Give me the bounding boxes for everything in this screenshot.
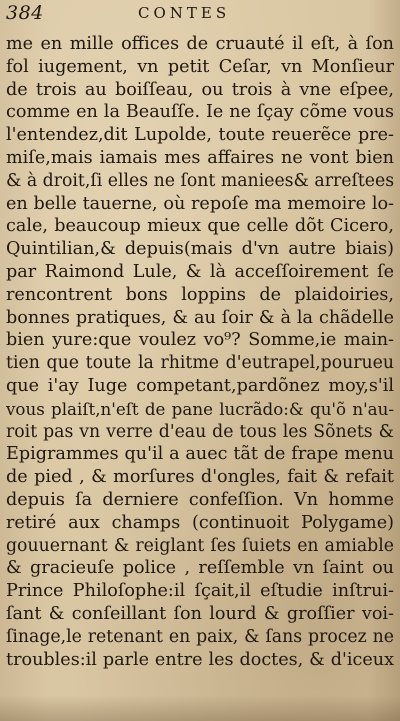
text-line: tien que toute la rhitme d'eutrapel,pourueu bbox=[6, 353, 394, 374]
page-number: 384 bbox=[6, 2, 44, 24]
text-line: cale, beaucoup mieux que celle dõt Cicero, bbox=[6, 216, 394, 237]
text-line: & à droit,ſi elles ne ſont maniees& arreſtees bbox=[6, 170, 395, 191]
text-line: ſant & conſeillant ſon lourd & groſſier voi- bbox=[6, 603, 394, 624]
text-line: troubles:il parle entre les doctes, & d'iceux bbox=[6, 649, 394, 670]
text-line: par Raimond Lule, & là acceſſoirement ſe bbox=[6, 261, 394, 282]
text-line: roit pas vn verre d'eau de tous les Sõnets & bbox=[6, 421, 394, 442]
text-line: de trois au boiſſeau, ou trois à vne eſpee, bbox=[6, 79, 394, 100]
text-line: retiré aux champs (continuoit Polygame) bbox=[6, 512, 394, 533]
text-line: en belle tauerne, où repoſe ma memoire lo- bbox=[6, 193, 394, 214]
text-line: & gracieuſe police , reſſemble vn ſaint ou bbox=[6, 558, 394, 579]
text-line: de pied , & morſures d'ongles, fait & refait bbox=[6, 467, 394, 488]
text-line: rencontrent bons loppins de plaidoiries, bbox=[6, 284, 394, 305]
text-line: me en mille offices de cruauté il eſt, à ſon bbox=[6, 34, 394, 54]
body-text bbox=[6, 33, 394, 671]
text-line: miſe,mais iamais mes affaires ne vont bien bbox=[6, 147, 394, 168]
running-title: CONTES bbox=[138, 4, 231, 22]
text-line: vous plaiſt,n'eſt de pane lucrãdo:& qu'õ n'au- bbox=[6, 398, 394, 419]
text-line: gouuernant & reiglant ſes ſuiets en amiable bbox=[6, 535, 394, 556]
text-line: fol iugement, vn petit Ceſar, vn Monſieur bbox=[6, 56, 394, 77]
text-line: depuis ſa derniere confeſſion. Vn homme bbox=[6, 489, 394, 510]
page-edge-shadow bbox=[0, 695, 400, 721]
text-line: bien yure:que voulez vo⁹? Somme,ie main- bbox=[6, 330, 394, 351]
text-line: Quintilian,& depuis(mais d'vn autre biais) bbox=[6, 239, 394, 260]
text-line: que i'ay Iuge competant,pardõnez moy,s'il bbox=[6, 375, 394, 396]
text-line: ſinage,le retenant en paix, & ſans procez ne bbox=[6, 626, 394, 647]
text-line: Epigrammes qu'il a auec tãt de frape menu bbox=[6, 444, 394, 465]
text-line: Prince Philoſophe:il ſçait,il eſtudie inſtrui- bbox=[6, 581, 394, 602]
text-line: comme en la Beauſſe. Ie ne ſçay cõme vous bbox=[6, 102, 394, 123]
running-head bbox=[0, 2, 400, 26]
text-line: l'entendez,dit Lupolde, toute reuerẽce pre- bbox=[6, 125, 394, 146]
text-line: bonnes pratiques, & au ſoir & à la chãdelle bbox=[6, 307, 394, 328]
